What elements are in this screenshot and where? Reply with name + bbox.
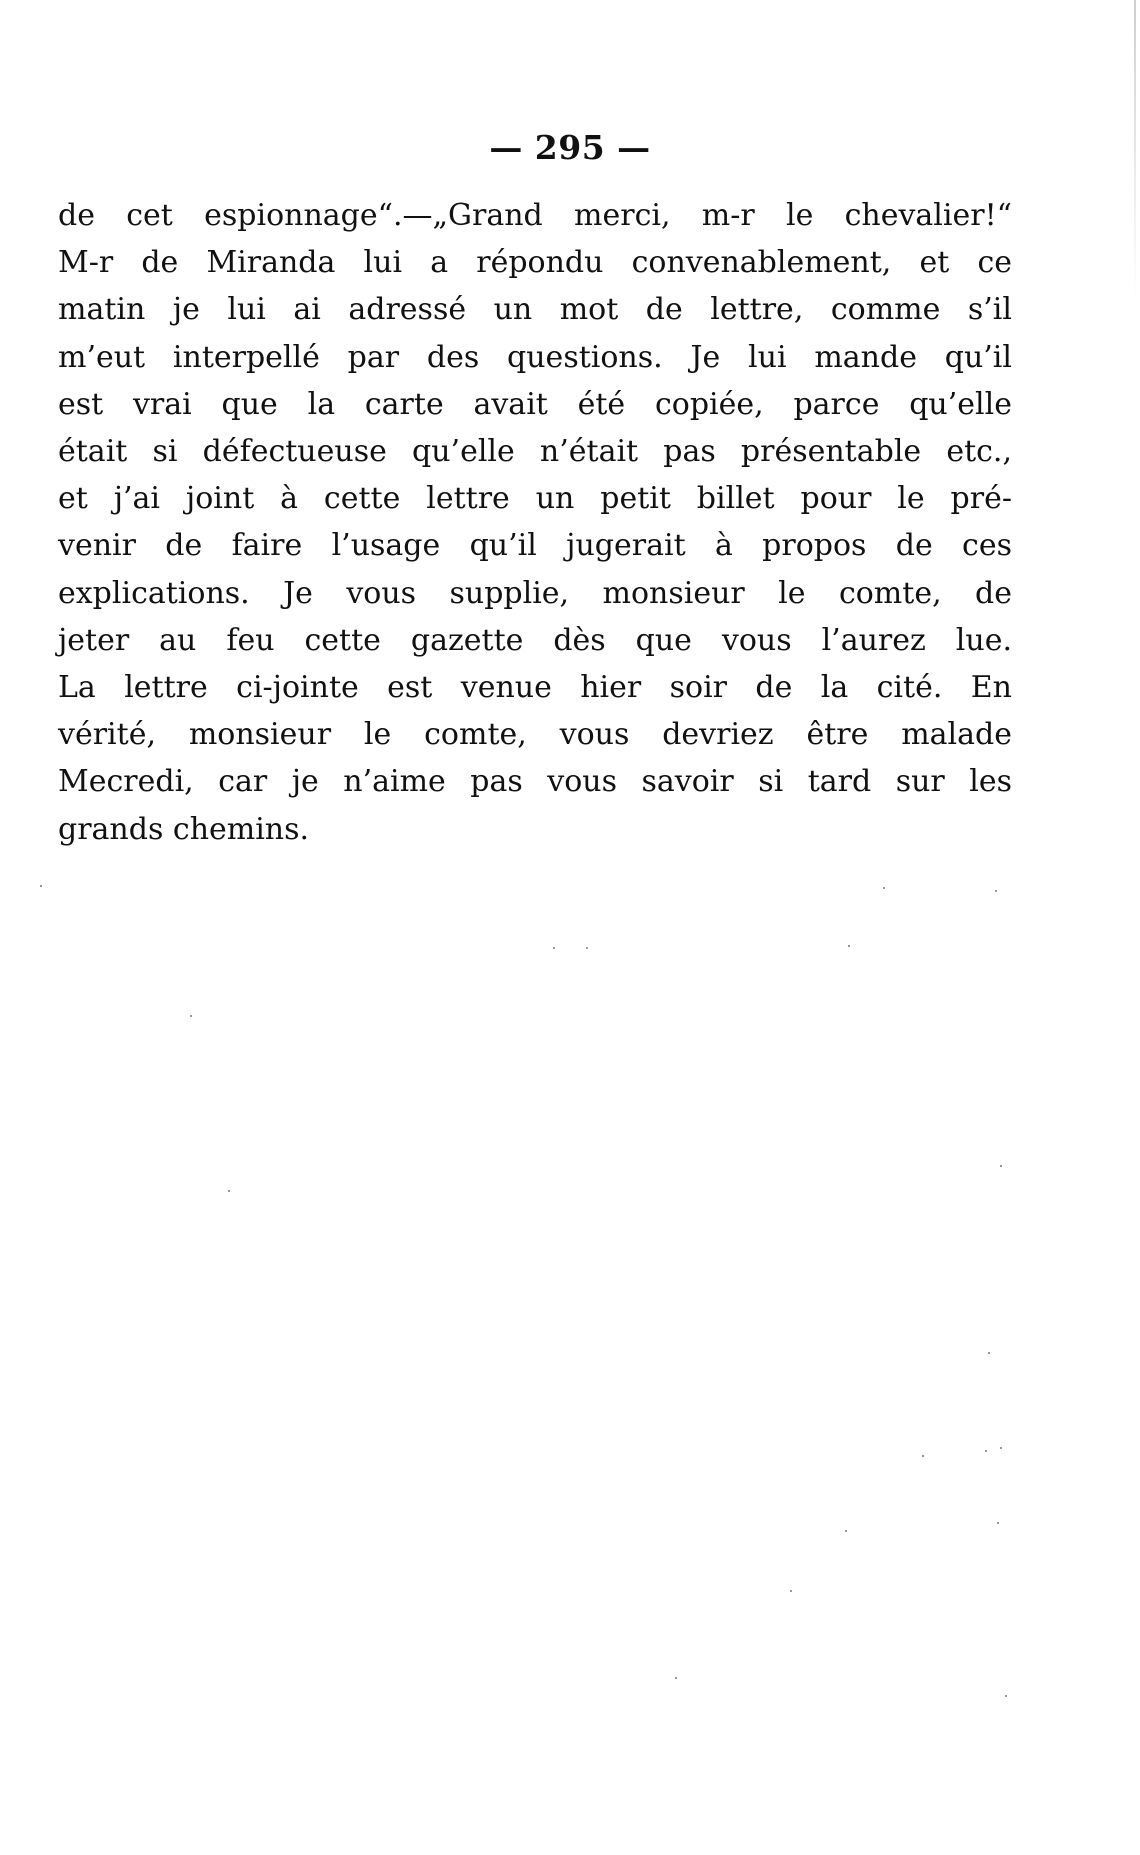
text-line: m’eut interpellé par des questions. Je lui mande qu’il: [58, 339, 1012, 375]
text-line: jeter au feu cette gazette dès que vous l’aurez lue.: [58, 622, 1012, 658]
scan-speck: [586, 947, 588, 949]
scan-speck: [1000, 1447, 1002, 1449]
text-line: La lettre ci-jointe est venue hier soir de la cité. En: [58, 670, 1012, 706]
scan-speck: [190, 1015, 192, 1017]
scan-speck: [1005, 1695, 1007, 1697]
scan-speck: [553, 947, 555, 949]
page-number: — 295 —: [489, 128, 651, 167]
scan-speck: [985, 1450, 987, 1452]
text-line: explications. Je vous supplie, monsieur le comte, de: [58, 575, 1012, 611]
scan-speck: [997, 1522, 999, 1524]
text-line: de cet espionnage“.—„Grand merci, m-r le chevalier!“: [58, 198, 1012, 233]
scan-speck: [790, 1590, 792, 1592]
text-line: M-r de Miranda lui a répondu convenablement, et ce: [58, 245, 1012, 281]
text-line: est vrai que la carte avait été copiée, parce qu’elle: [58, 386, 1012, 422]
text-line: grands chemins.: [58, 811, 310, 847]
text-line: Mecredi, car je n’aime pas vous savoir si tard sur les: [58, 764, 1012, 800]
scan-speck: [988, 1352, 990, 1354]
scan-speck: [848, 945, 850, 947]
text-line: et j’ai joint à cette lettre un petit billet pour le pré-: [58, 481, 1012, 517]
scan-speck: [922, 1455, 924, 1457]
text-line: vérité, monsieur le comte, vous devriez être malade: [58, 717, 1012, 753]
scan-speck: [228, 1190, 230, 1192]
text-line: matin je lui ai adressé un mot de lettre, comme s’il: [58, 292, 1012, 328]
scan-speck: [995, 890, 997, 892]
body-text: [58, 192, 1012, 853]
scan-speck: [845, 1530, 847, 1532]
text-line: venir de faire l’usage qu’il jugerait à propos de ces: [58, 528, 1012, 564]
text-line: était si défectueuse qu’elle n’était pas présentable etc.,: [58, 434, 1012, 470]
scan-speck: [675, 1677, 677, 1679]
scan-speck: [40, 885, 42, 887]
scan-speck: [1000, 1165, 1002, 1167]
scan-speck: [883, 887, 885, 889]
